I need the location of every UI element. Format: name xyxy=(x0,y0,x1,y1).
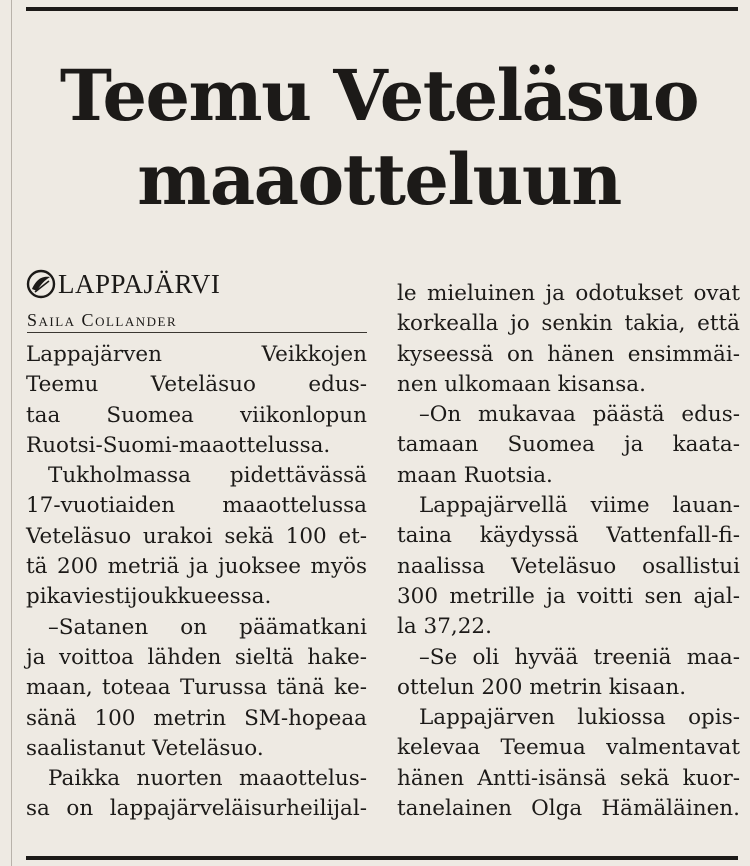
body-text-line: –Se oli hyvää treeniä maa- xyxy=(419,644,740,670)
dateline xyxy=(26,269,220,299)
body-text-line: –On mukavaa päästä edus- xyxy=(419,402,740,428)
page-edge xyxy=(11,0,12,866)
headline xyxy=(20,54,738,222)
body-text-line: ottelun 200 metrin kisaan. xyxy=(397,674,687,700)
body-text-line: hänen Antti-isänsä sekä kuor- xyxy=(397,765,740,791)
body-text-line: tanelainen Olga Hämäläinen. xyxy=(397,796,740,822)
body-text-line: taa Suomea viikonlopun xyxy=(26,402,367,428)
headline-line: maaotteluun xyxy=(137,138,621,221)
body-text-line: Veteläsuo urakoi sekä 100 et- xyxy=(26,523,367,549)
body-text-line: sa on lappajärveläisurheilijal- xyxy=(26,796,367,822)
body-text-line: 17-vuotiaiden maaottelussa xyxy=(26,493,367,519)
top-rule xyxy=(26,7,738,11)
body-text-line: tä 200 metriä ja juoksee myös xyxy=(26,554,367,580)
body-text-line: ja voittoa lähden sieltä hake- xyxy=(26,644,367,670)
dateline-place: LAPPAJÄRVI xyxy=(58,269,221,299)
body-text-line: korkealla jo senkin takia, että xyxy=(397,311,740,337)
body-text-line: Ruotsi-Suomi-maaottelussa. xyxy=(26,432,331,458)
body-text-line: –Satanen on päämatkani xyxy=(48,614,367,640)
body-text-line: naalissa Veteläsuo osallistui xyxy=(397,553,740,579)
body-text-line: saalistanut Veteläsuo. xyxy=(26,735,264,761)
newspaper-logo-icon xyxy=(26,269,56,299)
body-text-line: Lappajärven lukiossa opis- xyxy=(419,705,740,731)
body-text-line: Lappajärvellä viime lauan- xyxy=(419,493,740,519)
body-text-line: kelevaa Teemua valmentavat xyxy=(397,735,740,761)
body-text-line: tamaan Suomea ja kaata- xyxy=(397,432,740,458)
bottom-rule xyxy=(26,856,738,860)
body-text-line: nen ulkomaan kisansa. xyxy=(397,371,646,397)
byline: Saila Collander xyxy=(27,309,367,333)
body-text-line: le mieluinen ja odotukset ovat xyxy=(397,281,740,306)
body-text-line: sänä 100 metrin SM-hopeaa xyxy=(26,705,367,731)
body-text-line: Paikka nuorten maaottelus- xyxy=(48,766,367,792)
body-text-line: Lappajärven Veikkojen xyxy=(26,342,367,367)
body-text-line: maan Ruotsia. xyxy=(397,462,553,488)
body-text-line: kyseessä on hänen ensimmäi- xyxy=(397,341,740,367)
body-text-line: Teemu Veteläsuo edus- xyxy=(26,372,367,398)
article-column-1 xyxy=(26,340,367,825)
body-text-line: taina käydyssä Vattenfall-fi- xyxy=(397,523,740,549)
article-column-2 xyxy=(397,279,740,824)
body-text-line: maan, toteaa Turussa tänä ke- xyxy=(26,675,367,701)
body-text-line: la 37,22. xyxy=(397,614,492,640)
headline-line: Teemu Veteläsuo xyxy=(59,54,699,137)
body-text-line: 300 metrille ja voitti sen ajal- xyxy=(397,583,740,609)
body-text-line: Tukholmassa pidettävässä xyxy=(48,463,367,489)
body-text-line: pikaviestijoukkueessa. xyxy=(26,584,272,610)
